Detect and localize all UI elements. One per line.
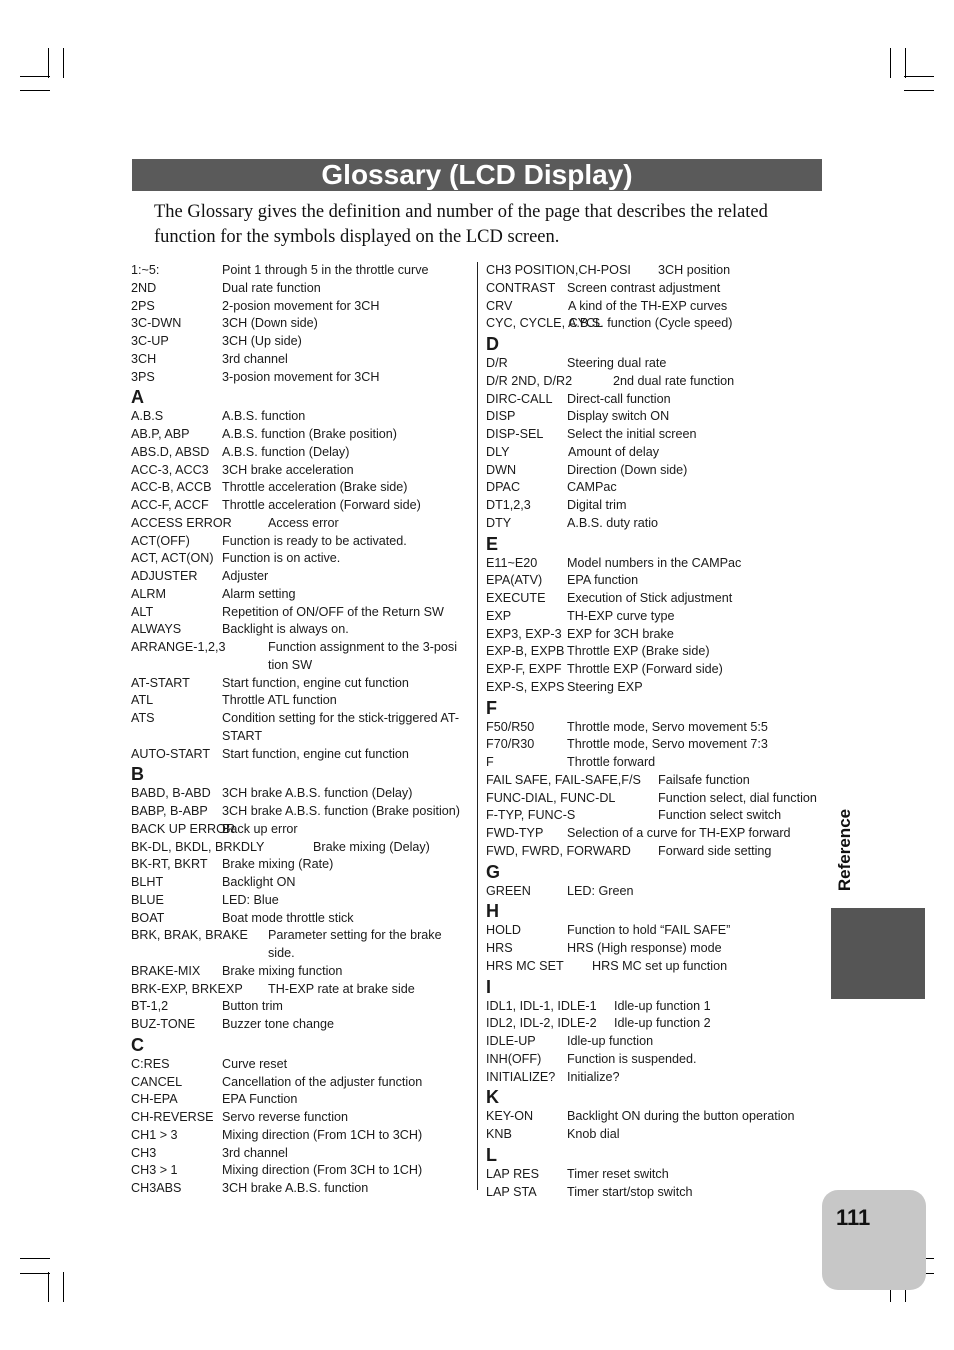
glossary-column-left: [131, 262, 471, 1198]
glossary-entry: [486, 825, 826, 843]
glossary-entry: [486, 1166, 826, 1184]
glossary-term: 1:~5:: [131, 263, 160, 277]
glossary-definition: 3CH brake A.B.S. function (Brake position): [222, 804, 460, 818]
glossary-entry: [131, 333, 471, 351]
glossary-entry: [486, 772, 826, 790]
glossary-definition: Initialize?: [567, 1069, 620, 1084]
glossary-entry: [131, 892, 471, 910]
glossary-entry: [131, 927, 471, 963]
glossary-term: DLY: [486, 444, 510, 459]
glossary-definition: Function assignment to the 3-posi tion SW: [268, 640, 458, 672]
glossary-definition: LED: Green: [567, 883, 634, 898]
glossary-entry: [486, 462, 826, 480]
glossary-term: INITIALIZE?: [486, 1069, 556, 1084]
glossary-definition: Direct-call function: [567, 391, 671, 406]
glossary-definition: Screen contrast adjustment: [567, 280, 721, 295]
glossary-term: CH-EPA: [131, 1092, 178, 1107]
glossary-entry: [131, 586, 471, 604]
glossary-term: AT-START: [131, 675, 190, 690]
glossary-term: C:RES: [131, 1056, 170, 1071]
glossary-entry: [131, 839, 471, 857]
glossary-entry: [486, 958, 826, 976]
glossary-entry: [131, 675, 471, 693]
glossary-entry: [131, 710, 471, 746]
glossary-definition: Dual rate function: [222, 280, 321, 295]
crop-mark: [20, 1273, 50, 1274]
crop-mark: [20, 1258, 50, 1259]
glossary-entry: [486, 355, 826, 373]
glossary-definition: Throttle acceleration (Brake side): [222, 480, 408, 495]
glossary-definition: Function select switch: [658, 808, 782, 823]
section-letter: K: [486, 1087, 499, 1108]
glossary-entry: [131, 444, 471, 462]
section-letter: A: [131, 387, 144, 408]
glossary-entry: [486, 444, 826, 462]
glossary-definition: Throttle mode, Servo movement 7:3: [567, 737, 768, 752]
glossary-definition: Idle-up function 2: [614, 1016, 711, 1031]
glossary-definition: HRS MC set up function: [592, 958, 728, 973]
glossary-term: F-TYP, FUNC-S: [486, 808, 576, 823]
glossary-entry: [131, 351, 471, 369]
glossary-definition: Cancellation of the adjuster function: [222, 1074, 423, 1089]
glossary-term: ALWAYS: [131, 622, 182, 637]
glossary-entry: [131, 1127, 471, 1145]
glossary-definition: Digital trim: [567, 498, 627, 512]
glossary-term: BACK UP ERROR: [131, 821, 236, 836]
glossary-term: HRS: [486, 941, 513, 955]
glossary-term: AUTO-START: [131, 746, 211, 761]
glossary-term: KEY-ON: [486, 1109, 534, 1124]
glossary-term: BOAT: [131, 910, 165, 925]
glossary-entry: [131, 1091, 471, 1109]
glossary-term: ATL: [131, 693, 154, 708]
glossary-entry: [486, 736, 826, 754]
glossary-entry: [486, 608, 826, 626]
glossary-term: BUZ-TONE: [131, 1017, 196, 1031]
crop-mark: [48, 1272, 49, 1302]
glossary-entry: [486, 754, 826, 772]
glossary-entry: [486, 940, 826, 958]
glossary-entry: [131, 639, 471, 675]
glossary-term: F50/R50: [486, 719, 535, 734]
glossary-term: BRAKE-MIX: [131, 963, 201, 978]
glossary-term: ACCESS ERROR: [131, 515, 232, 530]
glossary-term: IDL1, IDL-1, IDLE-1: [486, 998, 597, 1013]
glossary-definition: 3CH brake acceleration: [222, 462, 354, 477]
glossary-term: LAP RES: [486, 1166, 539, 1181]
glossary-term: 3CH: [131, 351, 157, 366]
glossary-term: CH1 > 3: [131, 1127, 178, 1142]
glossary-term: 3PS: [131, 369, 155, 384]
glossary-definition: 3CH (Down side): [222, 316, 318, 331]
glossary-definition: Selection of a curve for TH-EXP forward: [567, 826, 791, 840]
section-letter: H: [486, 901, 499, 922]
glossary-entry: [486, 391, 826, 409]
glossary-term: DT1,2,3: [486, 498, 531, 512]
glossary-entry: [486, 1051, 826, 1069]
glossary-entry: [486, 643, 826, 661]
glossary-definition: Back up error: [222, 821, 298, 836]
glossary-term: IDL2, IDL-2, IDLE-2: [486, 1016, 597, 1031]
glossary-entry: [486, 515, 826, 533]
glossary-definition: Start function, engine cut function: [222, 746, 409, 761]
glossary-definition: CAMPac: [567, 480, 617, 495]
glossary-definition: Throttle EXP (Forward side): [567, 662, 723, 676]
crop-mark: [48, 48, 49, 78]
glossary-entry: [131, 479, 471, 497]
glossary-term: BABD, B-ABD: [131, 786, 211, 801]
glossary-term: ALRM: [131, 586, 166, 601]
glossary-definition: A kind of the TH-EXP curves: [568, 298, 728, 313]
glossary-entry: [131, 298, 471, 316]
glossary-definition: TH-EXP curve type: [567, 608, 675, 623]
glossary-entry: [486, 479, 826, 497]
glossary-definition: Forward side setting: [658, 843, 772, 858]
glossary-term: EXP-S, EXPS: [486, 679, 565, 694]
glossary-definition: Brake mixing (Delay): [313, 839, 430, 854]
glossary-definition: Point 1 through 5 in the throttle curve: [222, 263, 429, 277]
glossary-term: FWD-TYP: [486, 826, 544, 840]
glossary-entry: [486, 298, 826, 316]
section-letter: D: [486, 334, 499, 354]
glossary-definition: Knob dial: [567, 1127, 620, 1141]
glossary-term: FWD, FWRD, FORWARD: [486, 843, 631, 858]
glossary-term: AB.P, ABP: [131, 427, 190, 441]
glossary-definition: Function is ready to be activated.: [222, 533, 407, 548]
glossary-term: EXP-F, EXPF: [486, 662, 562, 676]
glossary-entry: [131, 568, 471, 586]
glossary-entry: [486, 922, 826, 940]
section-tab-label: [834, 790, 856, 910]
glossary-definition: 3rd channel: [222, 351, 288, 366]
glossary-term: A.B.S: [131, 409, 164, 424]
glossary-term: IDLE-UP: [486, 1034, 536, 1048]
section-letter: F: [486, 697, 497, 718]
glossary-entry: [486, 626, 826, 644]
glossary-entry: [131, 803, 471, 821]
crop-mark: [20, 76, 50, 77]
glossary-entry: [131, 426, 471, 444]
page-title: Glossary (LCD Display): [132, 159, 822, 191]
glossary-term: BRK, BRAK, BRAKE: [131, 928, 248, 943]
glossary-entry: [486, 883, 826, 901]
glossary-definition: Timer start/stop switch: [567, 1184, 693, 1199]
glossary-entry: [131, 692, 471, 710]
glossary-term: D/R: [486, 356, 508, 370]
glossary-definition: Mixing direction (From 3CH to 1CH): [222, 1163, 423, 1178]
glossary-term: FUNC-DIAL, FUNC-DL: [486, 790, 616, 805]
glossary-definition: Condition setting for the stick-triggered AT-START: [222, 711, 460, 743]
glossary-term: 2PS: [131, 298, 155, 313]
glossary-term: DIRC-CALL: [486, 391, 553, 406]
glossary-entry: [131, 1074, 471, 1092]
glossary-term: ALT: [131, 604, 154, 619]
section-letter: L: [486, 1144, 497, 1165]
glossary-term: D/R 2ND, D/R2: [486, 373, 573, 388]
glossary-entry: [131, 262, 471, 280]
glossary-definition: Display switch ON: [567, 409, 670, 424]
glossary-entry: [131, 1180, 471, 1198]
glossary-entry: [131, 604, 471, 622]
glossary-entry: [486, 426, 826, 444]
glossary-definition: Throttle EXP (Brake side): [567, 644, 710, 659]
glossary-definition: A.B.S. duty ratio: [567, 515, 658, 530]
glossary-definition: Function is on active.: [222, 551, 341, 566]
glossary-term: ADJUSTER: [131, 569, 198, 583]
glossary-definition: 3CH brake A.B.S. function: [222, 1181, 369, 1195]
glossary-term: DPAC: [486, 480, 521, 495]
glossary-definition: Backlight ON during the button operation: [567, 1109, 795, 1124]
glossary-definition: Buzzer tone change: [222, 1017, 335, 1031]
glossary-term: 3C-DWN: [131, 316, 182, 331]
glossary-definition: Brake mixing (Rate): [222, 857, 334, 872]
glossary-entry: [486, 790, 826, 808]
glossary-term: EXP-B, EXPB: [486, 644, 565, 659]
glossary-entry: [131, 533, 471, 551]
crop-mark: [63, 1272, 64, 1302]
glossary-entry: [131, 408, 471, 426]
glossary-definition: Alarm setting: [222, 586, 296, 601]
glossary-definition: Throttle ATL function: [222, 693, 337, 708]
glossary-entry: [131, 280, 471, 298]
glossary-definition: Adjuster: [222, 569, 269, 583]
glossary-term: DISP: [486, 409, 516, 424]
glossary-term: 2ND: [131, 280, 157, 295]
glossary-definition: Parameter setting for the brake side.: [268, 928, 442, 960]
glossary-entry: [486, 1108, 826, 1126]
glossary-definition: A.B.S. function (Brake position): [222, 427, 397, 441]
glossary-entry: [486, 555, 826, 573]
glossary-entry: [131, 497, 471, 515]
glossary-entry: [486, 373, 826, 391]
glossary-entry: [131, 550, 471, 568]
glossary-term: HRS MC SET: [486, 958, 564, 973]
glossary-term: BK-RT, BKRT: [131, 857, 208, 872]
glossary-term: BRK-EXP, BRKEXP: [131, 981, 243, 996]
glossary-entry: [486, 998, 826, 1016]
glossary-entry: [486, 590, 826, 608]
glossary-term: KNB: [486, 1127, 512, 1141]
glossary-term: FAIL SAFE, FAIL-SAFE,F/S: [486, 772, 641, 787]
glossary-term: EXP: [486, 608, 512, 623]
glossary-term: ABS.D, ABSD: [131, 444, 210, 459]
glossary-definition: 3rd channel: [222, 1145, 288, 1160]
glossary-definition: EXP for 3CH brake: [567, 626, 674, 641]
glossary-term: ARRANGE-1,2,3: [131, 640, 226, 654]
glossary-term: BK-DL, BKDL, BRKDLY: [131, 839, 265, 854]
glossary-column-right: [486, 262, 826, 1201]
glossary-term: EXP3, EXP-3: [486, 626, 562, 641]
glossary-definition: Direction (Down side): [567, 462, 688, 477]
glossary-definition: Function to hold “FAIL SAFE”: [567, 923, 731, 938]
glossary-entry: [486, 661, 826, 679]
glossary-entry: [131, 1162, 471, 1180]
glossary-definition: A.B.S. function: [222, 409, 306, 424]
column-divider: [477, 262, 478, 1190]
glossary-entry: [131, 963, 471, 981]
glossary-term: ACC-B, ACCB: [131, 480, 212, 495]
glossary-term: CH3 > 1: [131, 1163, 178, 1178]
glossary-definition: EPA function: [567, 573, 639, 588]
glossary-entry: [131, 981, 471, 999]
crop-mark: [905, 48, 906, 78]
glossary-definition: Function select, dial function: [658, 790, 817, 805]
glossary-entry: [486, 1069, 826, 1087]
glossary-definition: 2-posion movement for 3CH: [222, 298, 380, 313]
glossary-definition: Servo reverse function: [222, 1110, 348, 1124]
glossary-term: 3C-UP: [131, 334, 169, 348]
glossary-entry: [131, 621, 471, 639]
glossary-term: BLUE: [131, 892, 164, 907]
glossary-term: INH(OFF): [486, 1051, 542, 1066]
glossary-term: CANCEL: [131, 1074, 183, 1089]
glossary-term: CYC, CYCLE, CYCL: [486, 316, 603, 331]
glossary-entry: [486, 315, 826, 333]
glossary-entry: [486, 280, 826, 298]
glossary-definition: A.B.S. function (Cycle speed): [568, 316, 733, 331]
glossary-term: CH3 POSITION,CH-POSI: [486, 263, 631, 277]
glossary-entry: [131, 1016, 471, 1034]
section-letter: C: [131, 1034, 144, 1055]
glossary-definition: Steering dual rate: [567, 356, 667, 370]
glossary-term: ACT(OFF): [131, 533, 190, 548]
glossary-entry: [131, 462, 471, 480]
glossary-definition: Access error: [268, 515, 339, 530]
glossary-term: DISP-SEL: [486, 427, 544, 441]
glossary-term: CH3ABS: [131, 1181, 182, 1195]
glossary-definition: 3CH brake A.B.S. function (Delay): [222, 786, 413, 801]
glossary-entry: [131, 910, 471, 928]
glossary-definition: Curve reset: [222, 1056, 288, 1071]
glossary-definition: Backlight is always on.: [222, 622, 349, 637]
glossary-term: ACT, ACT(ON): [131, 551, 214, 566]
glossary-term: DTY: [486, 515, 512, 530]
glossary-entry: [486, 679, 826, 697]
glossary-definition: Select the initial screen: [567, 427, 697, 441]
glossary-entry: [131, 1109, 471, 1127]
glossary-entry: [486, 408, 826, 426]
glossary-term: ATS: [131, 711, 155, 725]
section-letter: E: [486, 533, 499, 554]
glossary-entry: [486, 1033, 826, 1051]
glossary-definition: Amount of delay: [568, 444, 660, 459]
glossary-entry: [486, 1015, 826, 1033]
glossary-term: DWN: [486, 462, 517, 477]
glossary-term: ACC-3, ACC3: [131, 462, 209, 477]
glossary-term: F: [486, 755, 494, 769]
glossary-definition: LED: Blue: [222, 892, 279, 907]
glossary-definition: Execution of Stick adjustment: [567, 591, 733, 605]
section-letter: G: [486, 861, 501, 882]
section-tab-text: Reference: [835, 808, 854, 892]
glossary-definition: Steering EXP: [567, 679, 643, 694]
glossary-definition: Timer reset switch: [567, 1166, 669, 1181]
glossary-term: BABP, B-ABP: [131, 804, 208, 818]
glossary-entry: [486, 843, 826, 861]
glossary-definition: Idle-up function: [567, 1034, 654, 1048]
glossary-definition: Repetition of ON/OFF of the Return SW: [222, 604, 444, 619]
glossary-definition: Throttle mode, Servo movement 5:5: [567, 719, 768, 734]
crop-mark: [20, 90, 50, 91]
glossary-definition: 3CH (Up side): [222, 334, 302, 348]
glossary-definition: Failsafe function: [658, 772, 750, 787]
glossary-definition: A.B.S. function (Delay): [222, 444, 350, 459]
glossary-entry: [131, 874, 471, 892]
section-tab-marker: [831, 908, 925, 999]
glossary-entry: [486, 719, 826, 737]
glossary-term: F70/R30: [486, 737, 535, 752]
glossary-definition: 3CH position: [658, 263, 731, 277]
crop-mark: [890, 48, 891, 78]
glossary-entry: [486, 262, 826, 280]
section-letter: I: [486, 976, 492, 997]
glossary-term: CH3: [131, 1145, 157, 1160]
glossary-definition: HRS (High response) mode: [567, 941, 722, 955]
glossary-term: EPA(ATV): [486, 573, 543, 588]
glossary-entry: [486, 807, 826, 825]
glossary-entry: [486, 1126, 826, 1144]
glossary-definition: EPA Function: [222, 1092, 298, 1107]
glossary-entry: [131, 369, 471, 387]
crop-mark: [904, 90, 934, 91]
glossary-definition: Function is suspended.: [567, 1051, 697, 1066]
glossary-term: EXECUTE: [486, 591, 546, 605]
glossary-entry: [131, 515, 471, 533]
glossary-entry: [131, 315, 471, 333]
glossary-entry: [131, 856, 471, 874]
glossary-entry: [131, 746, 471, 764]
glossary-definition: Backlight ON: [222, 875, 296, 889]
glossary-definition: 2nd dual rate function: [613, 373, 735, 388]
glossary-definition: Throttle forward: [567, 755, 656, 769]
glossary-definition: Brake mixing function: [222, 963, 343, 978]
intro-paragraph: The Glossary gives the definition and number of the page that describes the related function for the symbols displayed on the LCD screen.: [154, 202, 768, 247]
glossary-entry: [131, 1145, 471, 1163]
glossary-entry: [131, 998, 471, 1016]
glossary-entry: [131, 785, 471, 803]
glossary-definition: Button trim: [222, 999, 283, 1014]
glossary-definition: Throttle acceleration (Forward side): [222, 498, 421, 512]
glossary-entry: [486, 572, 826, 590]
glossary-entry: [131, 1056, 471, 1074]
glossary-definition: Model numbers in the CAMPac: [567, 555, 742, 570]
glossary-definition: 3-posion movement for 3CH: [222, 369, 380, 384]
glossary-term: BT-1,2: [131, 999, 169, 1014]
glossary-entry: [486, 1184, 826, 1202]
glossary-definition: Idle-up function 1: [614, 998, 711, 1013]
glossary-term: BLHT: [131, 875, 164, 889]
glossary-term: HOLD: [486, 923, 521, 938]
glossary-term: GREEN: [486, 883, 531, 898]
glossary-term: ACC-F, ACCF: [131, 498, 209, 512]
crop-mark: [63, 48, 64, 78]
section-letter: B: [131, 764, 144, 785]
glossary-entry: [131, 821, 471, 839]
crop-mark: [904, 76, 934, 77]
glossary-term: E11~E20: [486, 555, 538, 570]
glossary-definition: TH-EXP rate at brake side: [268, 981, 415, 996]
glossary-term: CONTRAST: [486, 280, 556, 295]
glossary-term: CRV: [486, 298, 513, 313]
glossary-term: LAP STA: [486, 1184, 537, 1199]
page-number: 111: [836, 1205, 871, 1230]
glossary-definition: Boat mode throttle stick: [222, 910, 354, 925]
glossary-term: CH-REVERSE: [131, 1110, 214, 1124]
glossary-definition: Start function, engine cut function: [222, 675, 409, 690]
glossary-definition: Mixing direction (From 1CH to 3CH): [222, 1127, 423, 1142]
glossary-entry: [486, 497, 826, 515]
